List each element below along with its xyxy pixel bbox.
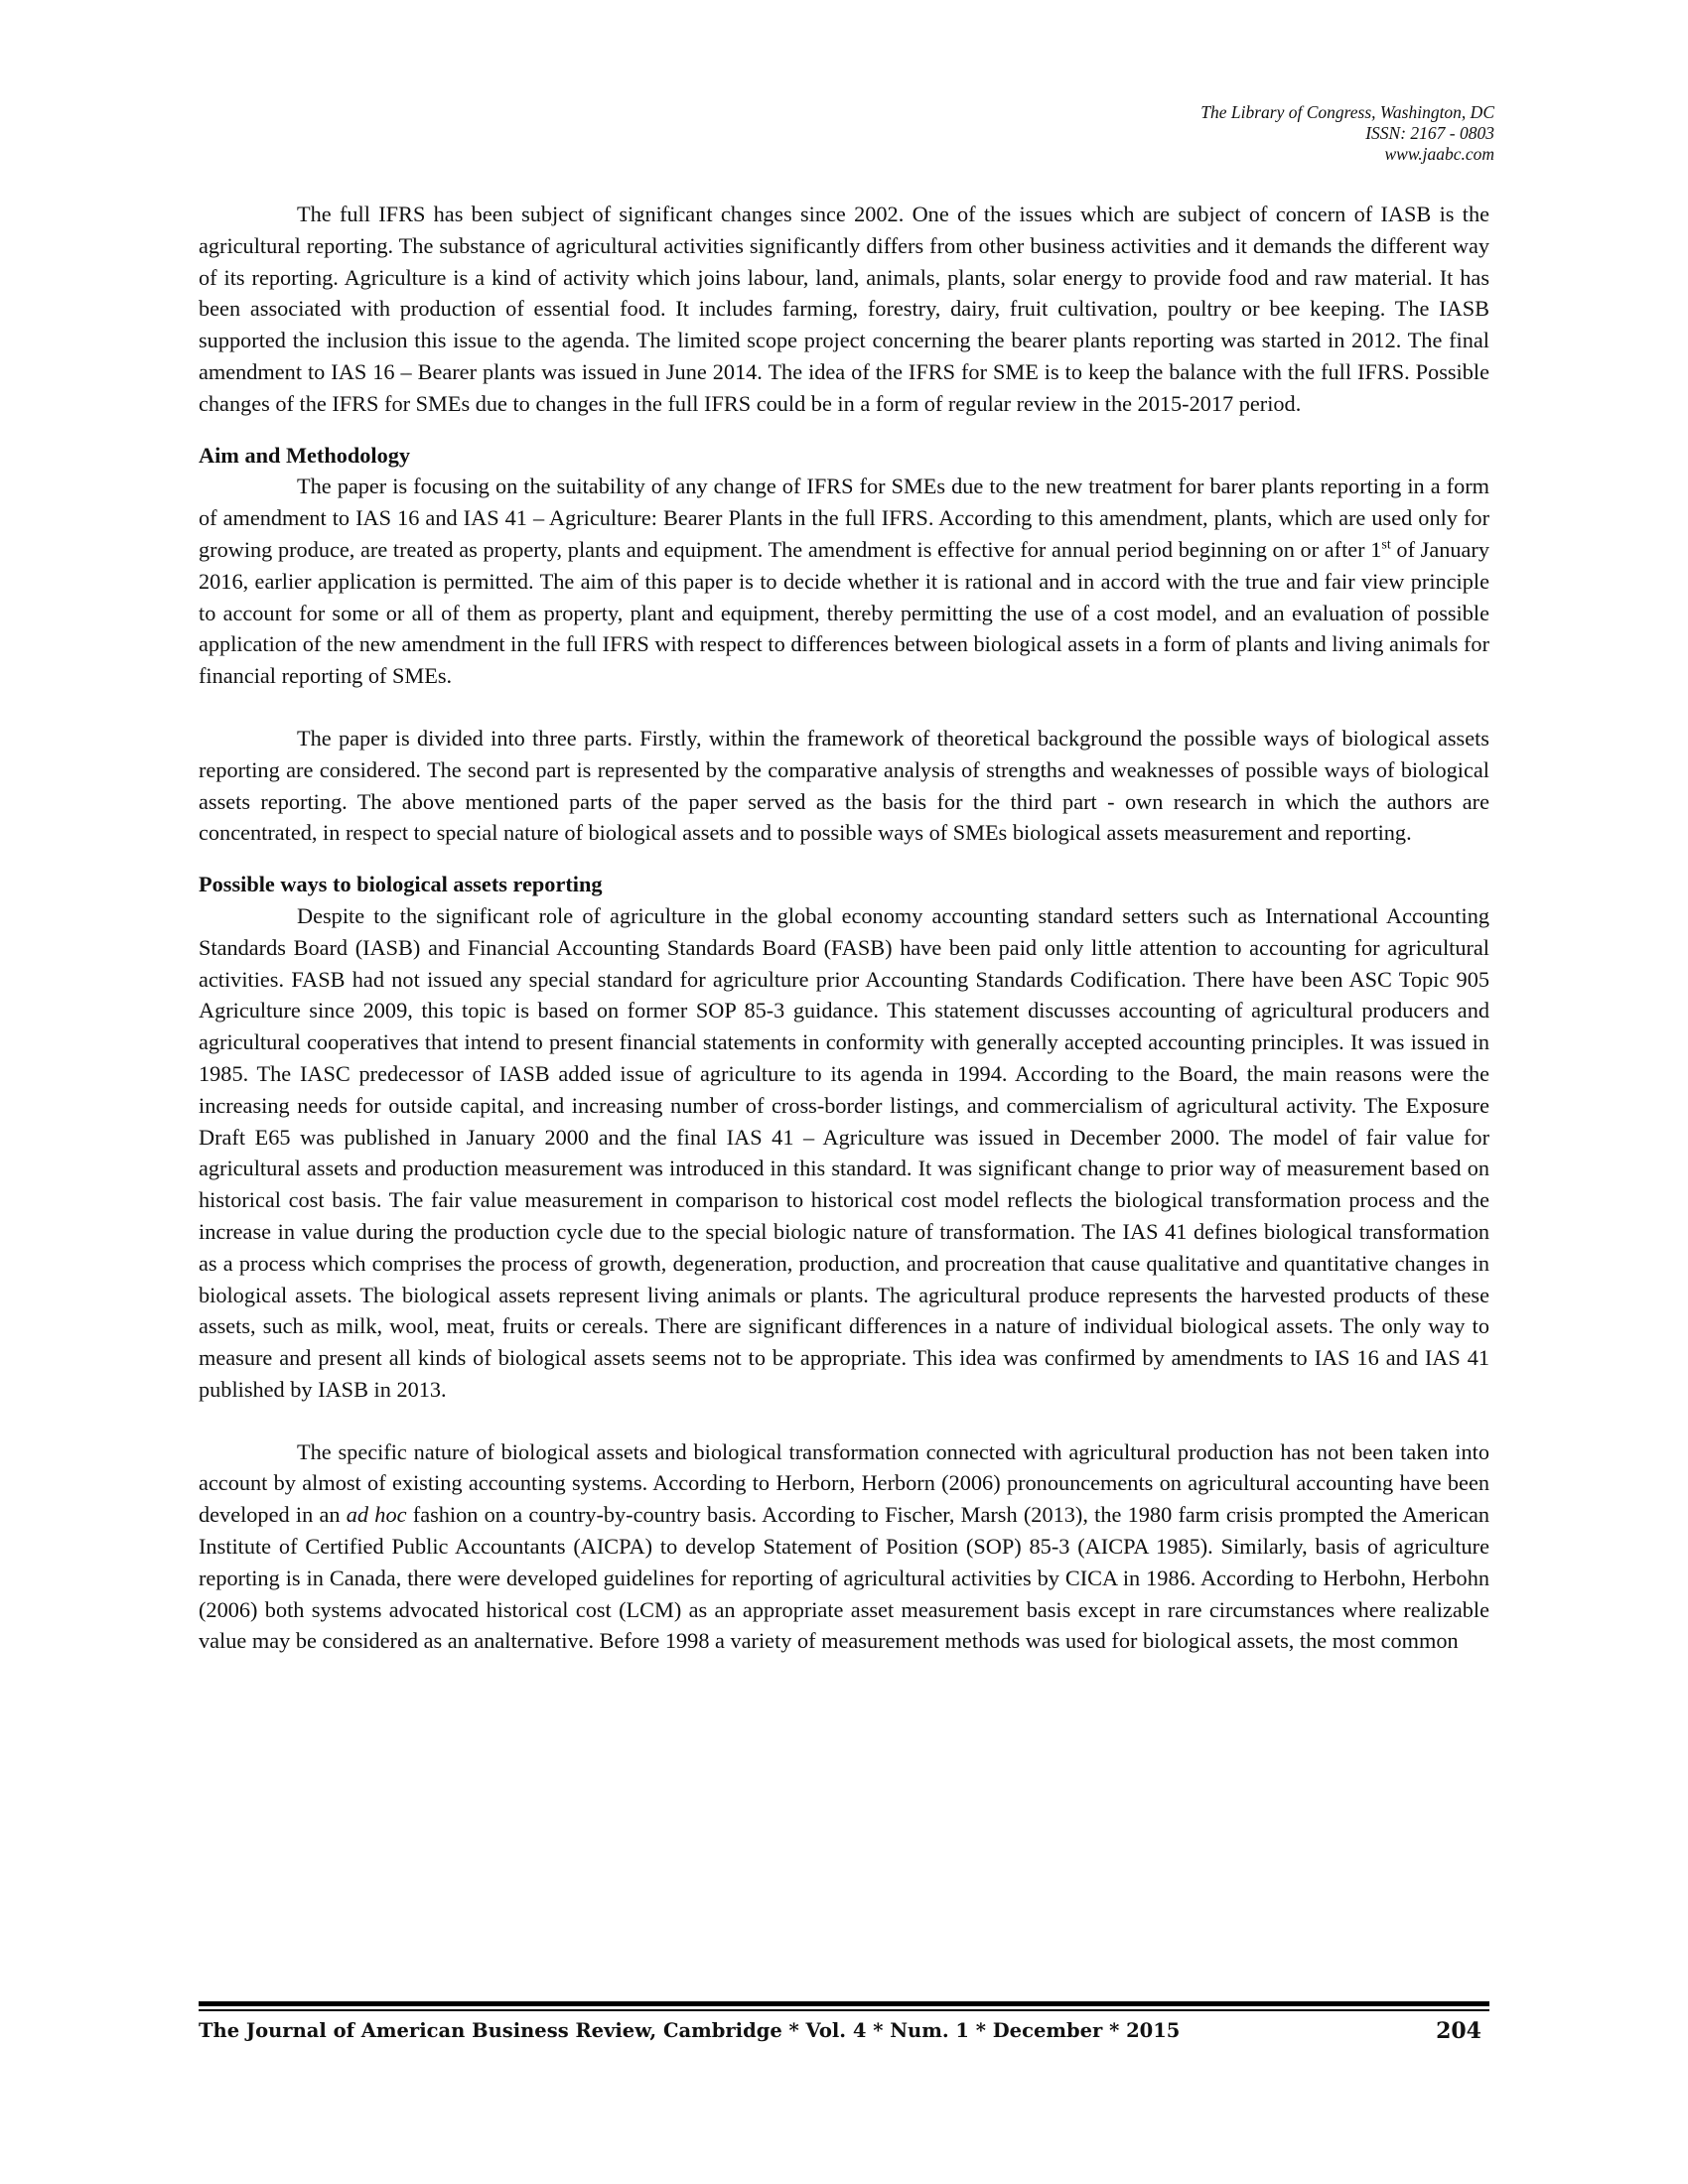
paragraph-specific-text-1: The specific nature of biological assets and biological transformation connected with agricultural production has not been taken into account by almost of existing accounting systems. According to Herborn, Herborn (2006) pronouncements on agricultural accounting have been developed in an (199, 1438, 1489, 1528)
running-header (899, 102, 1494, 165)
paragraph-aim-text-2: of January 2016, earlier application is permitted. The aim of this paper is to decide whether it is rational and in accord with the true and fair view principle to account for some or all of them as property, plant and equipment, thereby permitting the use of a cost model, and an evaluation of possible application of the new amendment in the full IFRS with respect to differences between biological assets in a form of plants and living animals for financial reporting of SMEs. (199, 536, 1489, 689)
paragraph-aim-text-1: The paper is focusing on the suitability of any change of IFRS for SMEs due to the new treatment for barer plants reporting in a form of amendment to IAS 16 and IAS 41 – Agriculture: Bearer Plants in the full IFRS. According to this amendment, plants, which are used only for growing produce, are treated as property, plants and equipment. The amendment is effective for annual period beginning on or after 1 (199, 474, 1489, 562)
paragraph-ways: Despite to the significant role of agriculture in the global economy accounting standard setters such as International Accounting Standards Board (IASB) and Financial Accounting Standards Board (FASB) have been paid only little attention to accounting for agricultural activities. FASB had not issued any special standard for agriculture prior Accounting Standards Codification. There have been ASC Topic 905 Agriculture since 2009, this topic is based on former SOP 85-3 guidance. This statement discusses accounting of agricultural producers and agricultural cooperatives that intend to present financial statements in conformity with generally accepted accounting principles. It was issued in 1985. The IASC predecessor of IASB added issue of agriculture to its agenda in 1994. According to the Board, the main reasons were the increasing needs for outside capital, and increasing number of cross-border listings, and commercialism of agricultural activity. The Exposure Draft E65 was published in January 2000 and the final IAS 41 – Agriculture was issued in December 2000. The model of fair value for agricultural assets and production measurement was introduced in this standard. It was significant change to prior way of measurement based on historical cost basis. The fair value measurement in comparison to historical cost model reflects the biological transformation process and the increase in value during the production cycle due to the special biologic nature of transformation. The IAS 41 defines biological transformation as a process which comprises the process of growth, degeneration, production, and procreation that cause qualitative and quantitative changes in biological assets. The biological assets represent living animals or plants. The agricultural produce represents the harvested products of these assets, such as milk, wool, meat, fruits or cereals. There are significant differences in a nature of individual biological assets. The only way to measure and present all kinds of biological assets seems not to be appropriate. This idea was confirmed by amendments to IAS 16 and IAS 41 published by IASB in 2013. (199, 902, 1489, 1402)
superscript-st: st (1381, 537, 1391, 553)
italic-ad-hoc: ad hoc (346, 1502, 407, 1528)
header-website-line: www.jaabc.com (1384, 144, 1494, 164)
paragraph-specific-text-2: fashion on a country-by-country basis. According to Fischer, Marsh (2013), the 1980 farm crisis prompted the American Institute of Certified Public Accountants (AICPA) to develop Statement of Position (SOP) 85-3 (AICPA 1985). Similarly, basis of agriculture reporting is in Canada, there were developed guidelines for reporting of agricultural activities by CICA in 1986. According to Herbohn, Herbohn (2006) both systems advocated historical cost (LCM) as an appropriate asset measurement basis except in rare circumstances where realizable value may be considered as an analternative. Before 1998 a variety of measurement methods was used for biological assets, the most common (199, 1502, 1489, 1654)
heading-possible-ways: Possible ways to biological assets reporting (199, 872, 603, 897)
header-issn-line: ISSN: 2167 - 0803 (1365, 123, 1494, 143)
paragraph-intro: The full IFRS has been subject of significant changes since 2002. One of the issues which are subject of concern of IASB is the agricultural reporting. The substance of agricultural activities significantly differs from other business activities and it demands the different way of its reporting. Agriculture is a kind of activity which joins labour, land, animals, plants, solar energy to provide food and raw material. It has been associated with production of essential food. It includes farming, forestry, dairy, fruit cultivation, poultry or bee keeping. The IASB supported the inclusion this issue to the agenda. The limited scope project concerning the bearer plants reporting was started in 2012. The final amendment to IAS 16 – Bearer plants was issued in June 2014. The idea of the IFRS for SME is to keep the balance with the full IFRS. Possible changes of the IFRS for SMEs due to changes in the full IFRS could be in a form of regular review in the 2015-2017 period. (199, 202, 1489, 416)
footer-divider-thick (199, 2001, 1489, 2006)
footer-divider-thin (199, 2009, 1489, 2011)
footer-journal-info: The Journal of American Business Review, Cambridge * Vol. 4 * Num. 1 * December * 2015 (199, 2019, 1181, 2042)
heading-aim-methodology: Aim and Methodology (199, 442, 411, 468)
header-library-line: The Library of Congress, Washington, DC (1200, 102, 1494, 122)
page-footer (199, 2013, 1489, 2049)
paragraph-specific-nature (199, 1436, 1489, 1658)
page-number: 204 (1436, 2018, 1481, 2044)
paragraph-aim (199, 471, 1489, 692)
page-body (199, 199, 1489, 1657)
paragraph-structure: The paper is divided into three parts. Firstly, within the framework of theoretical background the possible ways of biological assets reporting are considered. The second part is represented by the comparative analysis of strengths and weaknesses of possible ways of biological assets reporting. The above mentioned parts of the paper served as the basis for the third part - own research in which the authors are concentrated, in respect to special nature of biological assets and to possible ways of SMEs biological assets measurement and reporting. (199, 725, 1489, 846)
